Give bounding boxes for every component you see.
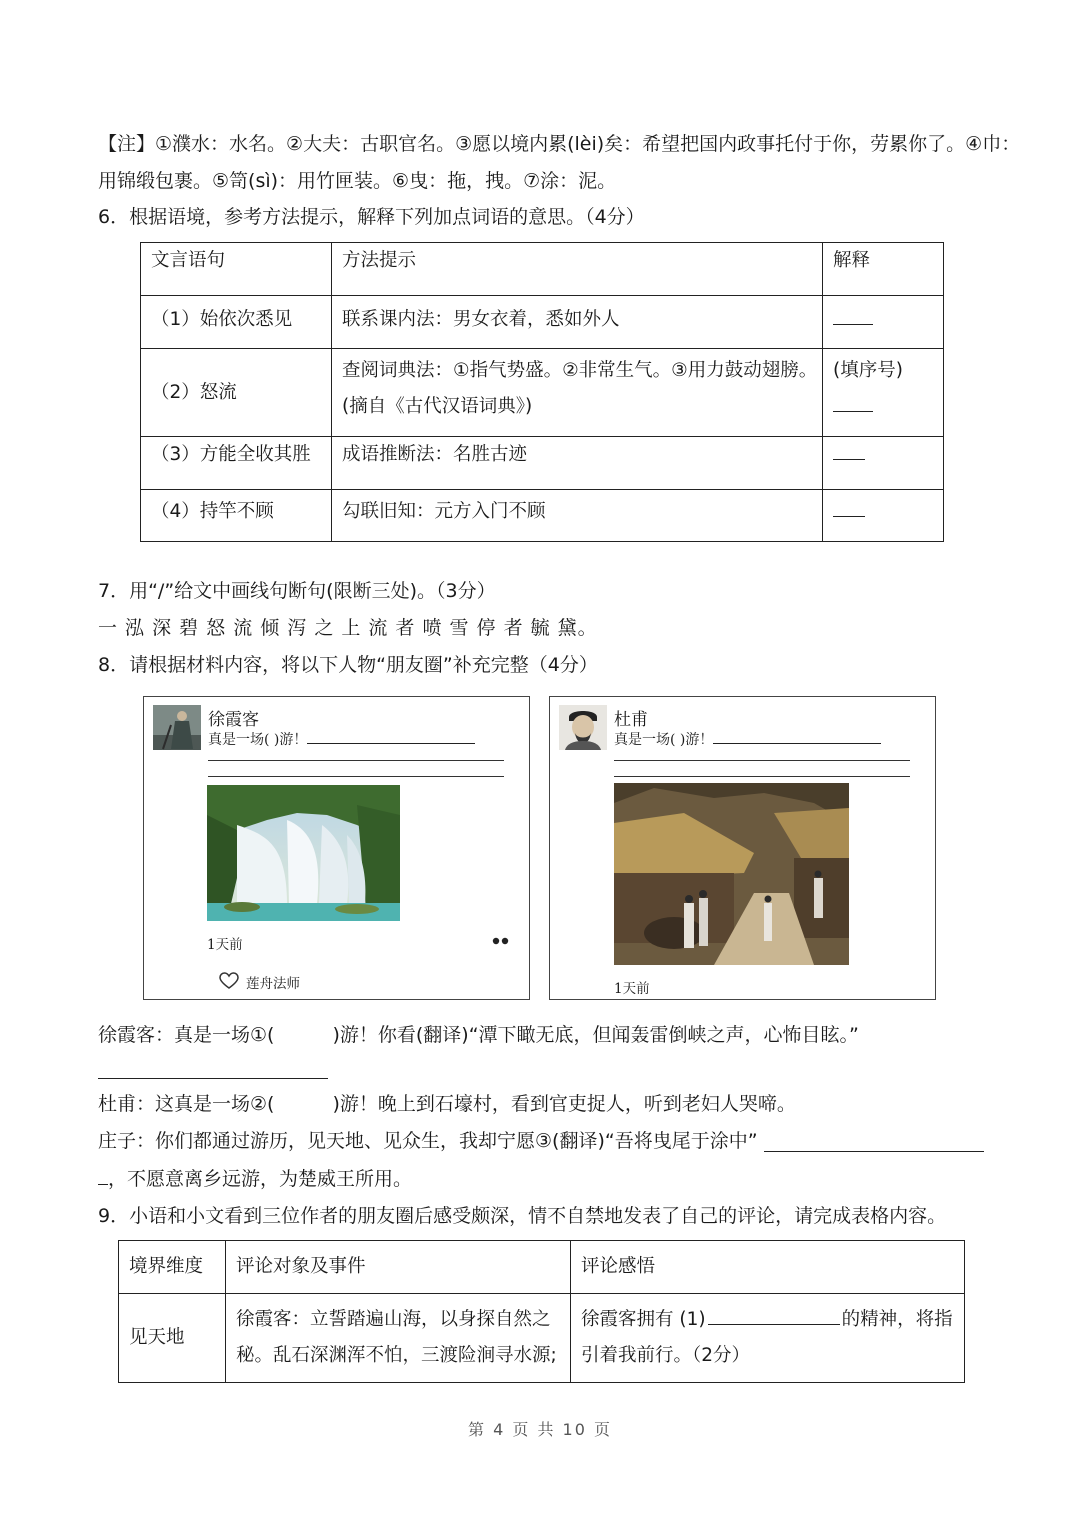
q6-row-3-hint: 成语推断法：名胜古迹: [332, 437, 823, 490]
q6-header-hint: 方法提示: [332, 243, 823, 296]
q9-row-1: [119, 1294, 965, 1383]
q7-prompt: 7．用“/”给文中画线句断句(限断三处)。（3分）: [98, 580, 496, 602]
q6-row-4-answer-blank[interactable]: [823, 490, 944, 542]
q6-row-3-sentence: （3）方能全收其胜: [141, 437, 332, 490]
moment-time-xu: 1天前: [207, 937, 243, 953]
moment-rule-xu-1: [208, 760, 504, 761]
q6-header-row: [141, 243, 944, 296]
heart-icon[interactable]: [219, 972, 239, 990]
dialogue-xu: [98, 1022, 859, 1048]
q6-row-2-sentence: （2）怒流: [141, 349, 332, 437]
dialogue-zhuang-cont: [98, 1166, 412, 1192]
blank-translation-3-tail[interactable]: [98, 1183, 108, 1185]
q6-row-2-hint: [332, 349, 823, 437]
q6-row-2-answer[interactable]: [823, 349, 944, 437]
q6-row-3-answer-blank[interactable]: [823, 437, 944, 490]
q6-header-answer: 解释: [823, 243, 944, 296]
q6-row-1-hint: 联系课内法：男女衣着，悉如外人: [332, 296, 823, 349]
q6-row-1-sentence: （1）始依次悉见: [141, 296, 332, 349]
moment-name-du: 杜甫: [614, 710, 648, 730]
q6-row-1-answer-blank[interactable]: [823, 296, 944, 349]
q6-row-2-answer-note: (填序号): [833, 360, 903, 381]
waterfall-image: [207, 785, 400, 921]
q9-header-comment: 评论感悟: [571, 1241, 965, 1294]
q6-prompt: 6．根据语境，参考方法提示，解释下列加点词语的意思。（4分）: [98, 206, 645, 228]
q9-row-comment-line-2: 引着我前行。（2分）: [581, 1345, 751, 1366]
q6-header-sentence: 文言语句: [141, 243, 332, 296]
moment-rule-xu-2: [208, 776, 504, 777]
moment-post-xu[interactable]: [208, 729, 475, 749]
more-dots-icon[interactable]: [492, 937, 510, 945]
moment-rule-du-1: [614, 760, 910, 761]
avatar-xu: [153, 705, 201, 750]
shihao-village-painting: [614, 783, 849, 965]
q9-row-comment-a: 徐霞客拥有 (1): [581, 1309, 706, 1330]
q6-row-2-hint-line-1: 查阅词典法：①指气势盛。②非常生气。③用力鼓动翅膀。: [342, 360, 818, 381]
q6-row-2-hint-line-2: (摘自《古代汉语词典》): [342, 396, 533, 417]
q6-row-4-sentence: （4）持竿不顾: [141, 490, 332, 542]
moment-name-xu: 徐霞客: [208, 710, 259, 730]
moment-post-du[interactable]: [614, 729, 881, 749]
q9-header-row: [119, 1241, 965, 1294]
q9-row-event-line-2: 秘。乱石深渊浑不怕，三渡险涧寻水源;: [236, 1345, 557, 1366]
q6-table: [140, 242, 944, 542]
moment-rule-du-2: [614, 776, 910, 777]
dialogue-du: [98, 1091, 796, 1117]
moment-time-du: 1天前: [614, 981, 650, 997]
blank-translation-1[interactable]: [98, 1077, 328, 1079]
note-line-2: 用锦缎包裹。⑤笥(sì)：用竹匣装。⑥曳：拖，拽。⑦涂：泥。: [98, 170, 617, 192]
dialogue-zhuang: [98, 1128, 758, 1154]
moment-card-du: [549, 696, 936, 1000]
dialogue-zhuang-1: 庄子：你们都通过游历，见天地、见众生，我却宁愿③(翻译)“吾将曳尾于涂中”: [98, 1130, 758, 1152]
q6-row-3: [141, 437, 944, 490]
q9-row-event-line-1: 徐霞客：立誓踏遍山海，以身探自然之: [236, 1309, 551, 1330]
q6-row-4-hint: 勾联旧知：元方入门不顾: [332, 490, 823, 542]
q6-row-1: [141, 296, 944, 349]
dialogue-xu-b: )游！你看(翻译)“潭下瞰无底，但闻轰雷倒峡之声，心怖目眩。”: [332, 1024, 859, 1046]
note-line-1: 【注】①濮水：水名。②大夫：古职官名。③愿以境内累(lèi)矣：希望把国内政事托付于你，劳累你了。④巾：: [98, 133, 1021, 155]
page-footer: 第 4 页 共 10 页: [468, 1420, 612, 1439]
q9-row-event: [226, 1294, 571, 1383]
q7-sentence: 一 泓 深 碧 怒 流 倾 泻 之 上 流 者 喷 雪 停 者 毓 黛。: [98, 617, 598, 639]
moment-post-du-text: 真是一场( )游！: [614, 732, 714, 748]
blank-translation-3[interactable]: [764, 1150, 984, 1152]
q9-row-comment: [571, 1294, 965, 1383]
q9-prompt: 9．小语和小文看到三位作者的朋友圈后感受颇深，情不自禁地发表了自己的评论，请完成表格内容。: [98, 1205, 947, 1227]
q8-prompt: 8．请根据材料内容，将以下人物“朋友圈”补充完整（4分）: [98, 654, 598, 676]
q9-row-dimension: 见天地: [119, 1294, 226, 1383]
q9-comment-blank[interactable]: [708, 1323, 840, 1325]
q9-header-event: 评论对象及事件: [226, 1241, 571, 1294]
moment-post-xu-text: 真是一场( )游！: [208, 732, 308, 748]
dialogue-xu-a: 徐霞客：真是一场①(: [98, 1024, 275, 1046]
dialogue-zhuang-2: ，不愿意离乡远游，为楚威王所用。: [108, 1168, 413, 1190]
q9-table: [118, 1240, 965, 1383]
q9-header-dimension: 境界维度: [119, 1241, 226, 1294]
dialogue-du-a: 杜甫：这真是一场②(: [98, 1093, 275, 1115]
moment-liker-xu: 莲舟法师: [246, 976, 300, 992]
avatar-du: [559, 705, 607, 750]
q9-row-comment-b: 的精神，将指: [841, 1309, 953, 1330]
dialogue-du-b: )游！晚上到石壕村，看到官吏捉人，听到老妇人哭啼。: [332, 1093, 796, 1115]
q6-row-2: [141, 349, 944, 437]
q6-row-4: [141, 490, 944, 542]
moment-card-xu: [143, 696, 530, 1000]
